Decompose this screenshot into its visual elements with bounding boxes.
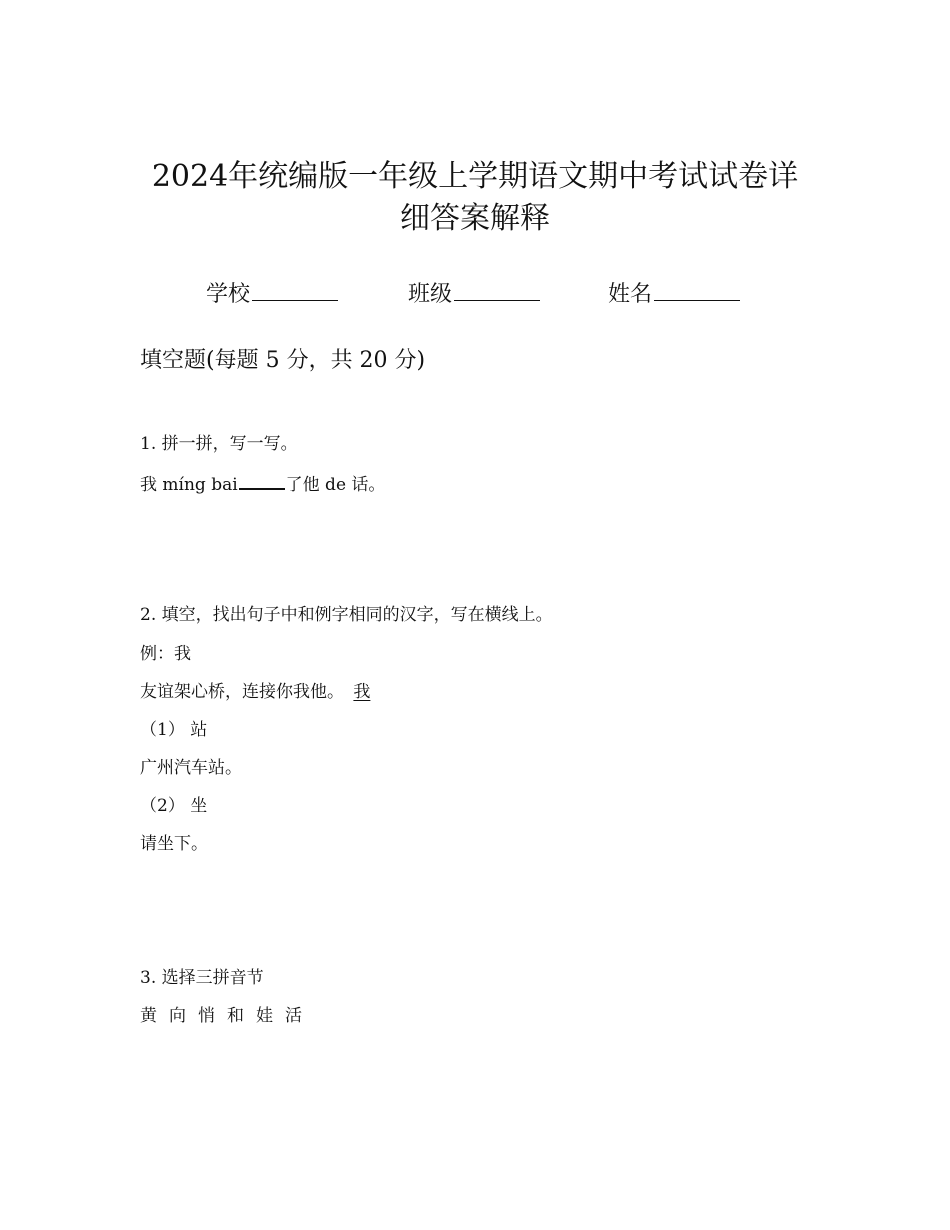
school-label: 学校 [206,282,251,307]
section-heading: 填空题(每题 5 分，共 20 分) [140,348,426,373]
q3-char[interactable]: 悄 [198,1006,215,1026]
q3-char[interactable]: 活 [285,1006,302,1026]
name-field [608,276,740,311]
q2-example-answer: 我 [353,682,371,702]
q1-answer-blank[interactable] [239,470,285,490]
page-title-line-1: 2024年统编版一年级上学期语文期中考试试卷详 [151,159,799,194]
q3-char[interactable]: 娃 [256,1006,273,1026]
school-field [206,276,338,311]
q2-sub1-label: （1） 站 [140,720,208,740]
q2-sub2-label: （2） 坐 [140,796,208,816]
school-blank[interactable] [252,276,338,301]
q2-example-sentence: 友谊架心桥，连接你我他。 [140,682,344,702]
page-title-line-2: 细答案解释 [400,201,550,236]
class-field [408,276,540,311]
q1-prompt: 1. 拼一拼，写一写。 [140,434,298,454]
q3-char[interactable]: 黄 [140,1006,157,1026]
q2-sub2-sentence: 请坐下。 [140,834,208,854]
q1-text-before: 我 míng bai [140,475,238,495]
q3-char[interactable]: 向 [169,1006,186,1026]
q3-char[interactable]: 和 [227,1006,244,1026]
q1-sentence [140,470,385,497]
class-label: 班级 [408,282,453,307]
class-blank[interactable] [454,276,540,301]
q3-prompt: 3. 选择三拼音节 [140,968,264,988]
q2-example-sentence-line [140,680,374,704]
q2-prompt: 2. 填空，找出句子中和例字相同的汉字，写在横线上。 [140,605,553,625]
q2-sub1-sentence: 广州汽车站。 [140,758,242,778]
name-blank[interactable] [654,276,740,301]
q2-example-label: 例：我 [140,644,191,664]
name-label: 姓名 [608,282,653,307]
q3-char-list [140,1004,314,1028]
q1-text-after: 了他 de 话。 [285,475,386,495]
